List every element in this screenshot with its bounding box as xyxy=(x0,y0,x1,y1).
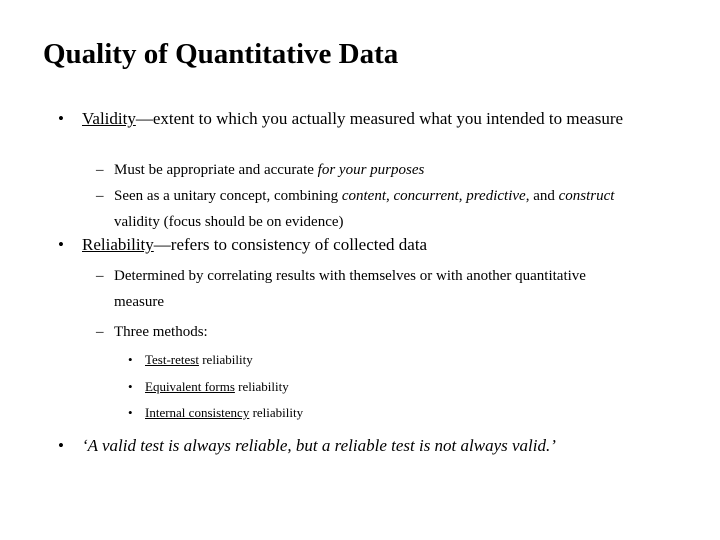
method-equivalent-forms xyxy=(128,377,528,397)
bullet-marker: • xyxy=(128,352,133,367)
separator: , xyxy=(386,188,394,204)
method-rest: reliability xyxy=(249,405,304,420)
appropriate-text: Must be appropriate and accurate xyxy=(114,162,318,178)
sub-bullet-appropriate xyxy=(96,157,656,183)
bullet-marker: • xyxy=(58,436,64,455)
validity-term: Validity xyxy=(82,109,136,128)
separator: , and xyxy=(525,188,559,204)
sub-bullet-text xyxy=(114,157,656,183)
method-term: Internal consistency xyxy=(145,405,250,420)
construct-term: construct xyxy=(558,188,615,204)
method-internal-consistency xyxy=(128,403,528,423)
bullet-marker: • xyxy=(128,405,133,420)
bullet-marker: • xyxy=(128,379,133,394)
content-term: content xyxy=(341,188,387,204)
dash-marker: – xyxy=(96,268,104,284)
bullet-text xyxy=(82,106,658,132)
method-rest: reliability xyxy=(234,379,289,394)
appropriate-italic: for your purposes xyxy=(317,162,425,178)
validity-definition: —extent to which you actually measured what you intended to measure xyxy=(135,109,624,128)
method-term: Equivalent forms xyxy=(145,379,235,394)
method-test-retest xyxy=(128,350,528,370)
dash-marker: – xyxy=(96,162,104,178)
method-term: Test-retest xyxy=(145,352,199,367)
method-text xyxy=(145,403,528,423)
sub-bullet-determined xyxy=(96,263,616,315)
method-text xyxy=(145,350,528,370)
method-text xyxy=(145,377,528,397)
dash-marker: – xyxy=(96,188,104,204)
sub-bullet-text xyxy=(114,183,656,235)
unitary-text: Seen as a unitary concept, combining xyxy=(114,188,342,204)
sub-bullet-text: Three methods: xyxy=(114,324,208,340)
quote-text: ‘A valid test is always reliable, but a reliable test is not always valid.’ xyxy=(82,436,556,455)
reliability-term: Reliability xyxy=(82,235,154,254)
sub-bullet-unitary xyxy=(96,183,656,235)
sub-bullet-three-methods xyxy=(96,319,656,345)
bullet-text xyxy=(82,232,658,258)
sub-bullet-text: Determined by correlating results with themselves or with another quantitative measure xyxy=(114,268,586,310)
slide-title: Quality of Quantitative Data xyxy=(43,38,399,70)
reliability-definition: —refers to consistency of collected data xyxy=(153,235,428,254)
bullet-reliability xyxy=(58,232,658,258)
concurrent-term: concurrent xyxy=(393,188,459,204)
predictive-term: predictive xyxy=(466,188,526,204)
bullet-validity xyxy=(58,106,658,132)
method-rest: reliability xyxy=(198,352,253,367)
dash-marker: – xyxy=(96,324,104,340)
bullet-quote xyxy=(58,433,658,459)
bullet-marker: • xyxy=(58,235,64,254)
bullet-marker: • xyxy=(58,109,64,128)
separator: , xyxy=(458,188,467,204)
unitary-text-end: validity (focus should be on evidence) xyxy=(114,214,344,230)
